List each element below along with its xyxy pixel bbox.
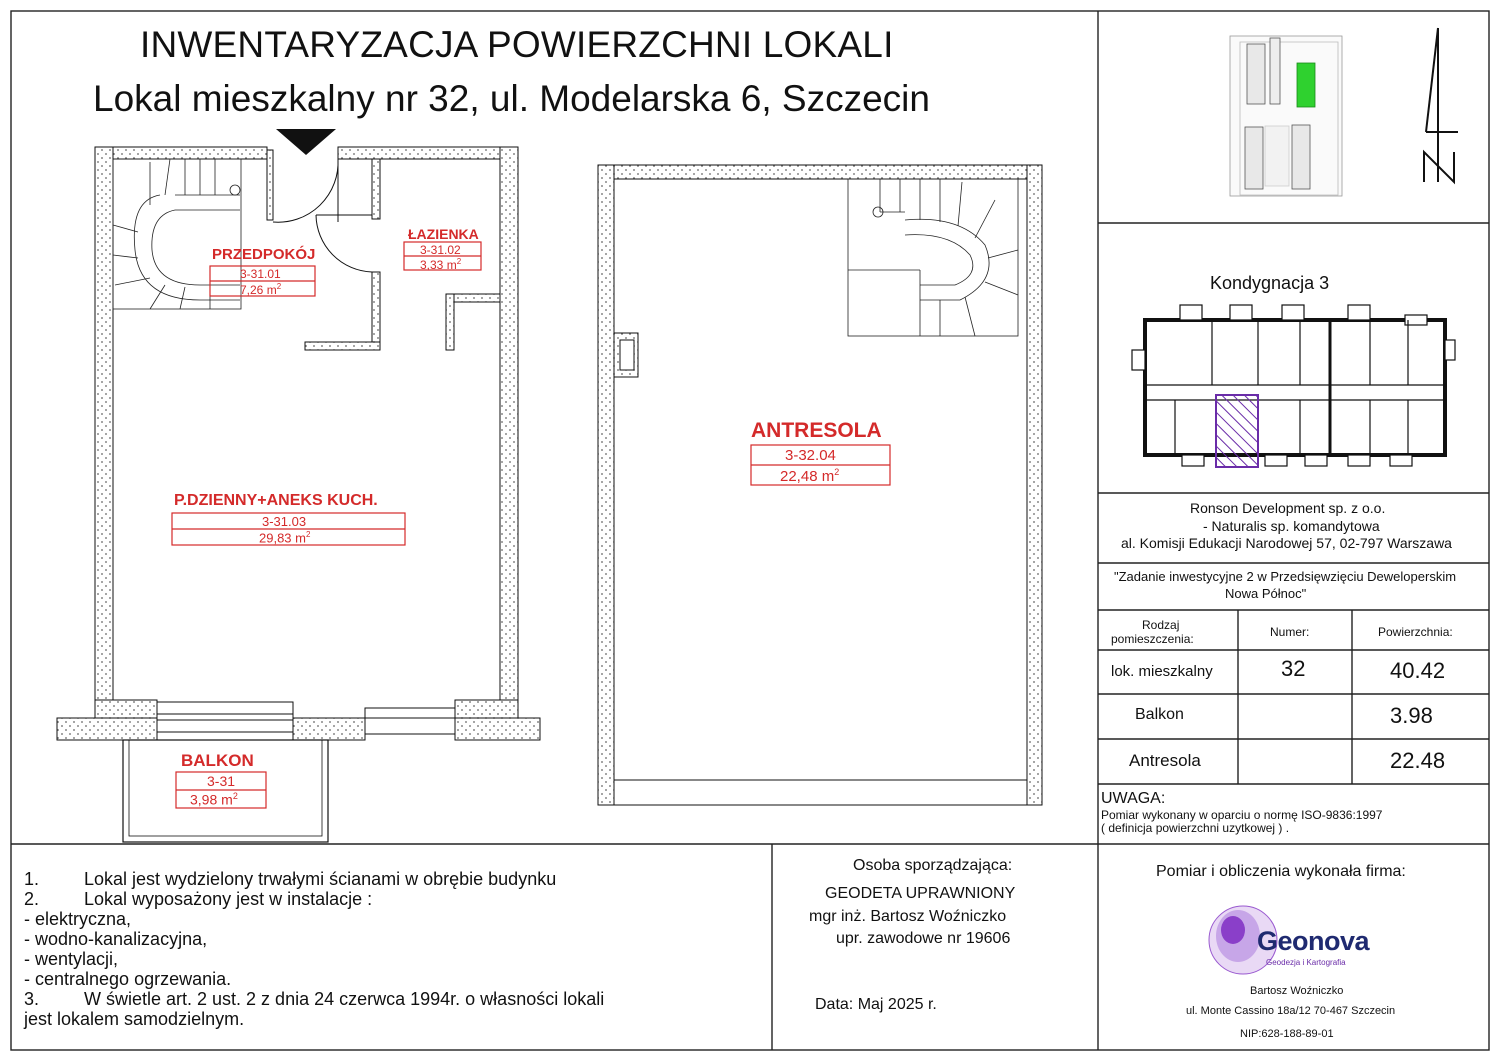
author-line-2: mgr inż. Bartosz Woźniczko xyxy=(809,908,1007,925)
floor-label: Kondygnacja 3 xyxy=(1210,273,1330,293)
table-header-area: Powierzchnia: xyxy=(1378,625,1453,639)
table-row-area: 40.42 xyxy=(1390,658,1446,683)
table-row-area: 3.98 xyxy=(1390,703,1433,728)
note-item: - centralnego ogrzewania. xyxy=(24,969,232,989)
room-area-antresola: 22,48 $m^2$ xyxy=(780,467,840,485)
author-date: Data: Maj 2025 r. xyxy=(815,996,937,1013)
company-line-2: - Naturalis sp. komandytowa xyxy=(1203,518,1380,534)
note-line-1: Pomiar wykonany w oparciu o normę ISO-9836:1997 xyxy=(1101,808,1383,822)
room-name-lazienka: ŁAZIENKA xyxy=(408,226,479,242)
table-row-type: Balkon xyxy=(1135,706,1184,723)
footer-notes xyxy=(24,869,764,1029)
geonova-logo-tagline: Geodezja i Kartografia xyxy=(1266,958,1346,967)
room-name-antresola: ANTRESOLA xyxy=(751,419,882,442)
firm-person: Bartosz Woźniczko xyxy=(1250,985,1344,997)
room-name-dzienny: P.DZIENNY+ANEKS KUCH. xyxy=(174,492,378,509)
room-code-lazienka: 3-31.02 xyxy=(420,243,461,257)
site-map xyxy=(1230,36,1342,196)
room-area-balkon: 3,98 $m^2$ xyxy=(190,791,238,808)
geonova-logo-text: Geonova xyxy=(1257,926,1370,956)
table-header-type-2: pomieszczenia: xyxy=(1111,632,1194,646)
author-label: Osoba sporządzająca: xyxy=(853,857,1013,874)
note-item: 2. Lokal wyposażony jest w instalacje : xyxy=(24,889,373,909)
company-line-3: al. Komisji Edukacji Narodowej 57, 02-797 Warszawa xyxy=(1121,535,1452,551)
table-row-type: lok. mieszkalny xyxy=(1111,663,1213,680)
room-code-przedpokoj: 3-31.01 xyxy=(240,267,281,281)
room-code-dzienny: 3-31.03 xyxy=(262,514,307,529)
entrance-arrow-icon xyxy=(276,129,336,155)
note-line-2: ( definicja powierzchni uzytkowej ) . xyxy=(1101,821,1290,835)
firm-address: ul. Monte Cassino 18a/12 70-467 Szczecin xyxy=(1186,1005,1396,1017)
project-line-1: "Zadanie inwestycyjne 2 w Przedsięwzięciu Deweloperskim xyxy=(1114,569,1457,584)
room-name-przedpokoj: PRZEDPOKÓJ xyxy=(212,246,316,263)
room-code-antresola: 3-32.04 xyxy=(785,447,836,464)
note-label: UWAGA: xyxy=(1101,790,1166,807)
room-area-lazienka: 3,33 $m^2$ xyxy=(420,257,462,272)
table-row-type: Antresola xyxy=(1129,751,1201,770)
company-line-1: Ronson Development sp. z o.o. xyxy=(1190,500,1386,516)
room-name-balkon: BALKON xyxy=(181,751,254,770)
note-item: 3. W świetle art. 2 ust. 2 z dnia 24 czerwca 1994r. o własności lokali xyxy=(24,989,605,1009)
floor-key-plan xyxy=(1132,305,1455,467)
room-area-dzienny: 29,83 $m^2$ xyxy=(259,530,311,546)
table-header-type-1: Rodzaj xyxy=(1142,618,1180,632)
firm-nip: NIP:628-188-89-01 xyxy=(1240,1028,1334,1040)
table-header-number: Numer: xyxy=(1270,625,1310,639)
author-line-1: GEODETA UPRAWNIONY xyxy=(825,885,1016,902)
firm-label: Pomiar i obliczenia wykonała firma: xyxy=(1156,863,1406,880)
page-subtitle: Lokal mieszkalny nr 32, ul. Modelarska 6, Szczecin xyxy=(93,78,930,119)
note-item: - wentylacji, xyxy=(24,949,119,969)
author-line-3: upr. zawodowe nr 19606 xyxy=(836,930,1011,947)
note-item: - elektryczna, xyxy=(24,909,132,929)
room-code-balkon: 3-31 xyxy=(207,773,236,789)
room-area-przedpokoj: 7,26 $m^2$ xyxy=(240,282,282,297)
north-arrow-icon xyxy=(1424,28,1458,182)
table-row-number: 32 xyxy=(1281,656,1306,681)
note-item: 1. Lokal jest wydzielony trwałymi ścianami w obrębie budynku xyxy=(24,869,557,889)
page-title: INWENTARYZACJA POWIERZCHNI LOKALI xyxy=(140,24,894,65)
project-line-2: Nowa Północ" xyxy=(1225,586,1307,601)
table-row-area: 22.48 xyxy=(1390,748,1446,773)
note-item: - wodno-kanalizacyjna, xyxy=(24,929,208,949)
note-item: jest lokalem samodzielnym. xyxy=(24,1009,245,1029)
